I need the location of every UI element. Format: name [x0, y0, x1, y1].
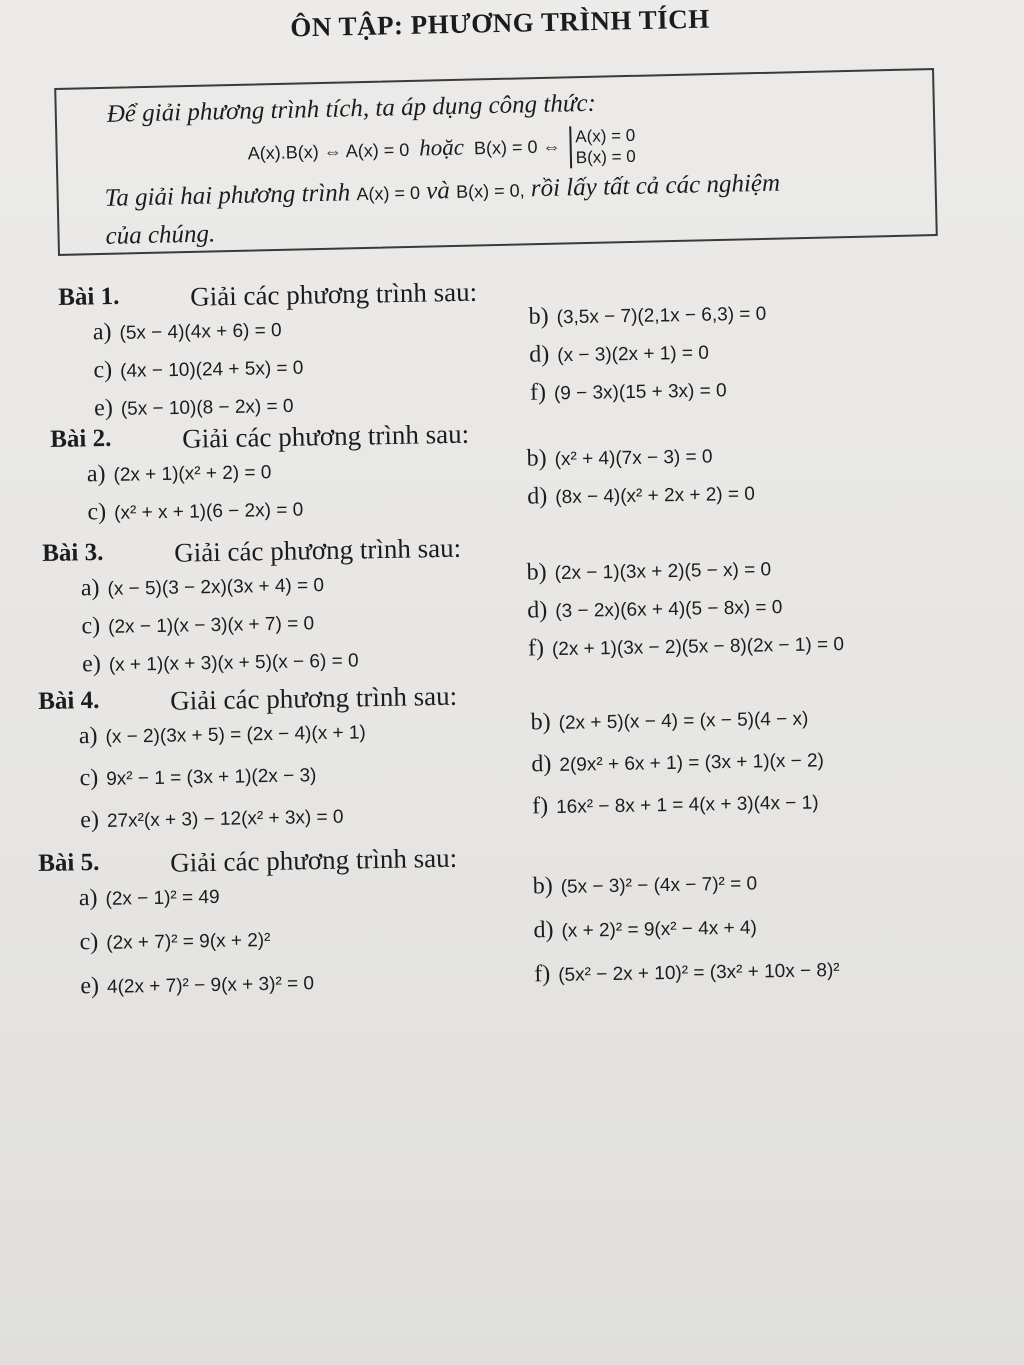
box-explain-cont: của chúng.: [105, 220, 216, 250]
section-label: Bài 2.: [50, 424, 112, 453]
exercise-item: e) 27x²(x + 3) − 12(x² + 3x) = 0: [80, 806, 344, 834]
formula-box: [54, 68, 938, 256]
exercise-item: c) (4x − 10)(24 + 5x) = 0: [93, 357, 304, 384]
exercise-item: d) (x + 2)² = 9(x² − 4x + 4): [533, 917, 757, 944]
exercise-item: b) (2x + 5)(x − 4) = (x − 5)(4 − x): [530, 708, 809, 736]
exercise-item: f) 16x² − 8x + 1 = 4(x + 3)(4x − 1): [531, 792, 819, 820]
explain-b: rồi lấy tất cả các nghiệm: [530, 169, 781, 203]
explain-eq1: A(x) = 0: [356, 182, 421, 205]
explain-a: Ta giải hai phương trình: [104, 179, 351, 212]
box-intro: Để giải phương trình tích, ta áp dụng công thức:: [106, 89, 597, 128]
exercise-item: d) (3 − 2x)(6x + 4)(5 − 8x) = 0: [527, 597, 783, 624]
section-label: Bài 5.: [38, 848, 100, 877]
exercise-item: c) (2x − 1)(x − 3)(x + 7) = 0: [81, 612, 315, 640]
explain-eq2: B(x) = 0,: [455, 180, 525, 202]
section-label: Bài 1.: [58, 282, 120, 311]
explain-and: và: [425, 177, 451, 205]
section-text: Giải các phương trình sau:: [169, 842, 458, 878]
section-text: Giải các phương trình sau:: [189, 276, 478, 312]
section-bai-1: [58, 267, 1024, 434]
exercise-item: f) (9 − 3x)(15 + 3x) = 0: [529, 379, 727, 406]
section-bai-3: [42, 523, 1024, 690]
exercise-item: a) (x − 2)(3x + 5) = (2x − 4)(x + 1): [78, 722, 366, 750]
section-text: Giải các phương trình sau:: [181, 418, 470, 454]
exercise-item: a) (2x + 1)(x² + 2) = 0: [86, 461, 272, 488]
exercise-item: c) (2x + 7)² = 9(x + 2)²: [79, 928, 271, 956]
exercise-item: c) (x² + x + 1)(6 − 2x) = 0: [87, 499, 304, 526]
exercise-item: a) (5x − 4)(4x + 6) = 0: [92, 319, 282, 346]
section-text: Giải các phương trình sau:: [169, 680, 458, 716]
system-bottom: B(x) = 0: [575, 146, 636, 168]
formula-right: B(x) = 0 ⇔: [473, 136, 561, 159]
exercise-item: f) (2x + 1)(3x − 2)(5x − 8)(2x − 1) = 0: [527, 634, 845, 662]
formula-left: A(x).B(x) ⇔ A(x) = 0: [247, 139, 410, 164]
formula-or: hoặc: [418, 134, 465, 161]
section-bai-4: [38, 671, 1024, 850]
exercise-item: b) (3,5x − 7)(2,1x − 6,3) = 0: [528, 303, 767, 330]
exercise-item: b) (2x − 1)(3x + 2)(5 − x) = 0: [526, 559, 772, 586]
box-explain: [104, 170, 780, 213]
formula-system: [569, 125, 636, 168]
box-formula: [247, 125, 636, 176]
exercise-item: c) 9x² − 1 = (3x + 1)(2x − 3): [79, 764, 317, 792]
page-title: ÔN TẬP: PHƯƠNG TRÌNH TÍCH: [289, 3, 711, 43]
exercise-item: e) 4(2x + 7)² − 9(x + 3)² = 0: [80, 972, 315, 1000]
exercise-item: e) (5x − 10)(8 − 2x) = 0: [93, 395, 294, 422]
section-label: Bài 4.: [38, 686, 100, 715]
exercise-item: d) (8x − 4)(x² + 2x + 2) = 0: [527, 483, 756, 510]
section-text: Giải các phương trình sau:: [173, 532, 462, 568]
exercise-item: b) (5x − 3)² − (4x − 7)² = 0: [532, 873, 758, 900]
exercise-item: e) (x + 1)(x + 3)(x + 5)(x − 6) = 0: [81, 650, 359, 678]
exercise-item: a) (2x − 1)² = 49: [78, 884, 220, 912]
exercise-item: a) (x − 5)(3 − 2x)(3x + 4) = 0: [80, 575, 325, 602]
section-bai-2: [50, 409, 1024, 538]
exercise-item: f) (5x² − 2x + 10)² = (3x² + 10x − 8)²: [534, 960, 840, 988]
exercise-item: d) 2(9x² + 6x + 1) = (3x + 1)(x − 2): [531, 750, 825, 778]
exercise-item: d) (x − 3)(2x + 1) = 0: [529, 341, 710, 368]
section-label: Bài 3.: [42, 538, 104, 567]
system-top: A(x) = 0: [575, 125, 636, 147]
exercise-item: b) (x² + 4)(7x − 3) = 0: [526, 445, 713, 472]
section-bai-5: [38, 833, 1024, 1018]
